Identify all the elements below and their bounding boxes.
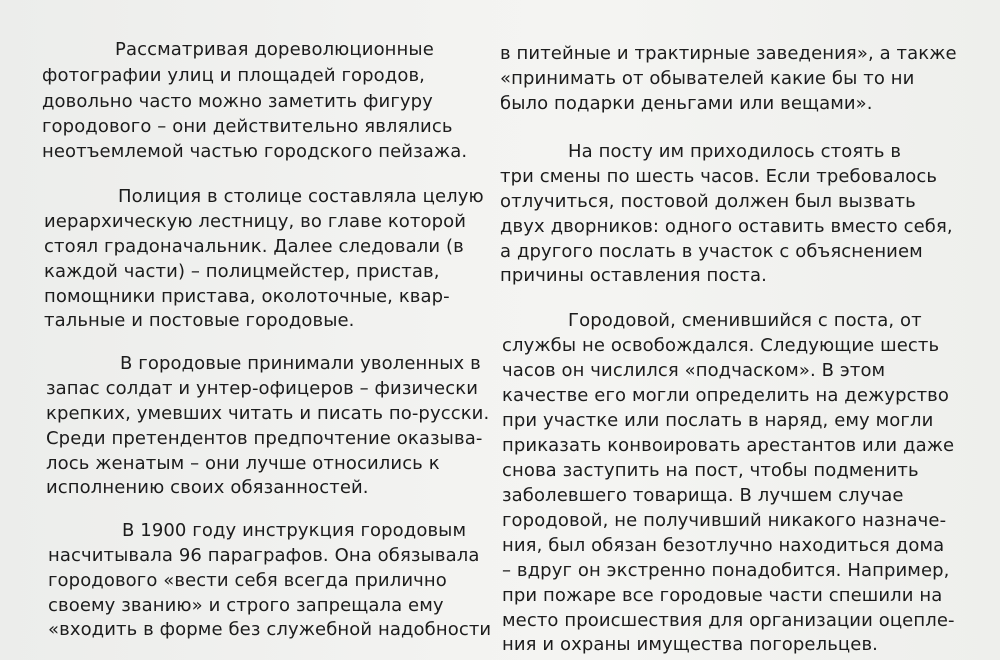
text-line: приказать конвоировать арестантов или даже [502, 435, 955, 456]
text-line: Среди претендентов предпочтение оказыва- [46, 428, 483, 449]
text-line: причины оставления поста. [500, 265, 767, 286]
text-line: было подарки деньгами или вещами». [500, 93, 873, 114]
text-line: в питейные и трактирные заведения», а также [500, 43, 957, 64]
text-line: неотъемлемой частью городского пейзажа. [42, 141, 468, 162]
text-line: «принимать от обывателей какие бы то ни [500, 68, 915, 89]
text-line: насчитывала 96 параграфов. Она обязывала [48, 545, 480, 566]
text-line: В 1900 году инструкция городовым [122, 520, 467, 541]
text-line: – вдруг он экстренно понадобится. Например, [502, 560, 950, 581]
text-line: лось женатым – они лучше относились к [46, 453, 440, 474]
text-line: В городовые принимали уволенных в [120, 353, 481, 374]
text-line: тальные и постовые городовые. [44, 310, 355, 331]
text-line: снова заступить на пост, чтобы подменить [502, 460, 919, 481]
text-line: своему званию» и строго запрещала ему [48, 595, 444, 616]
text-line: часов он числился «подчаском». В этом [502, 360, 886, 381]
text-line: ния и охраны имущества погорельцев. [502, 634, 878, 655]
text-line: при участке или послать в наряд, ему могли [502, 410, 934, 431]
text-line: двух дворников: одного оставить вместо себя, [500, 216, 953, 237]
text-line: помощники пристава, околоточные, квар- [44, 286, 450, 307]
text-line: ния, был обязан безотлучно находиться дома [502, 535, 945, 556]
text-line: запас солдат и унтер-офицеров – физически [46, 378, 478, 399]
text-line: «входить в форме без служебной надобности [48, 619, 492, 640]
text-line: Городовой, сменившийся с поста, от [568, 310, 922, 331]
text-line: крепких, умевших читать и писать по-русски. [46, 403, 490, 424]
text-line: Рассматривая дореволюционные [115, 39, 434, 60]
text-line: место происшествия для организации оцепле- [502, 610, 955, 631]
text-line: иерархическую лестницу, во главе которой [44, 211, 467, 232]
text-line: городовой, не получивший никакого назначе- [502, 510, 947, 531]
text-line: городового – они действительно являлись [42, 116, 453, 137]
text-line: стоял градоначальник. Далее следовали (в [44, 236, 464, 257]
text-line: довольно часто можно заметить фигуру [42, 91, 433, 112]
text-line: заболевшего товарища. В лучшем случае [502, 485, 904, 506]
text-line: исполнению своих обязанностей. [46, 477, 369, 498]
text-line: при пожаре все городовые части спешили на [502, 585, 943, 606]
text-line: отлучиться, постовой должен был вызвать [500, 191, 916, 212]
text-line: службы не освобождался. Следующие шесть [502, 335, 940, 356]
text-line: Полиция в столице составляла целую [118, 186, 484, 207]
text-line: а другого послать в участок с объяснением [500, 241, 923, 262]
text-line: городового «вести себя всегда прилично [48, 570, 447, 591]
text-line: На посту им приходилось стоять в [568, 141, 902, 162]
text-line: каждой части) – полицмейстер, пристав, [44, 261, 440, 282]
text-line: три смены по шесть часов. Если требовалось [500, 166, 938, 187]
text-line: фотографии улиц и площадей городов, [42, 65, 425, 86]
text-line: качестве его могли определить на дежурство [502, 385, 949, 406]
